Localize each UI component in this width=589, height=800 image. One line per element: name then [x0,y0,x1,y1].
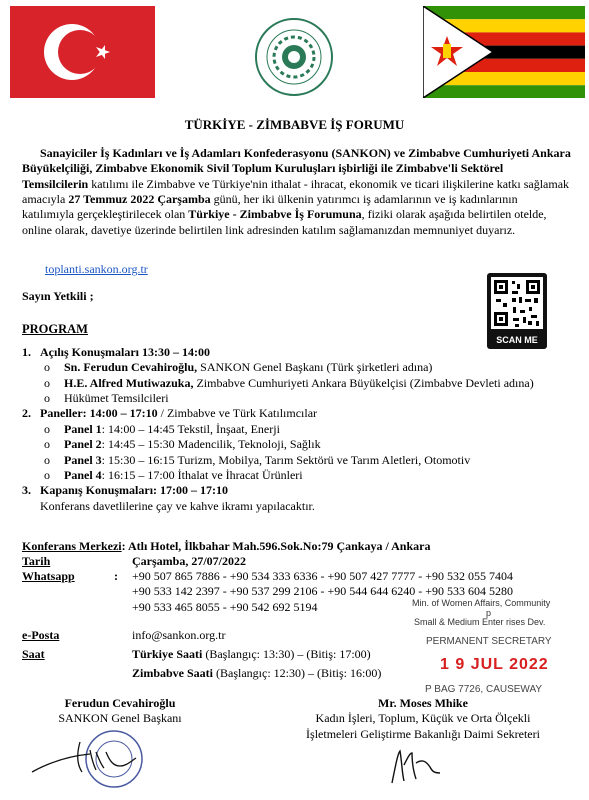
signature-right [283,696,563,742]
item-number: 2. [22,406,31,421]
list-item [22,422,572,437]
stamp-address: P BAG 7726, CAUSEWAY [425,684,543,695]
panel-name: Panel 1 [64,421,102,436]
stamp-line-2: p [486,608,492,618]
intro-forum-name: Türkiye - Zimbabve İş Forumuna [188,207,362,222]
program-title: PROGRAM [22,322,88,336]
date-value: Çarşamba, 27/07/2022 [132,554,246,568]
opening-speeches-title: Açılış Konuşmaları 13:30 – 14:00 [40,345,210,359]
panels-subtitle: / Zimbabve ve Türk Katılımcılar [157,406,318,421]
bullet: o [44,421,50,436]
program-list [22,345,572,514]
speaker-role: Hükümet Temsilcileri [64,391,169,406]
stamp-secretary: PERMANENT SECRETARY [426,636,552,647]
program-item [22,406,572,421]
intro-part1: Sanayiciler İş Kadınları ve İş Adamları Konfederasyonu (SANKON) ve Zimbabve Cumhuriyeti Ankara Büyükelçiliği, Zimbabve Ekonomik Sivil Toplum Kuruluşları işbirliği ile Zimbabve'li Sektörel Temsilcilerin [22,146,571,191]
list-item [22,360,572,375]
closing-speeches-title: Kapanış Konuşmaları: 17:00 – 17:10 [40,483,229,498]
turkey-flag [10,6,155,98]
signature-left [20,696,220,727]
date-label: Tarih [22,554,51,568]
time-label: Saat [22,647,45,661]
program-item [22,483,572,498]
right-signer-name: Mr. Moses Mhike [378,696,468,710]
bullet: o [44,452,50,467]
list-item [22,391,572,406]
panel-topics: : 14:00 – 14:45 Tekstil, İnşaat, Enerji [101,421,280,436]
panel-name: Panel 2 [64,437,102,452]
bullet: o [44,437,50,452]
panel-name: Panel 3 [64,452,102,467]
speaker-name: Sn. Ferudun Cevahiroğlu, [64,360,198,375]
whatsapp-numbers-3: +90 533 465 8055 - +90 542 692 5194 [132,599,318,614]
panel-topics: : 15:30 – 16:15 Turizm, Mobilya, Tarım Sektörü ve Tarım Aletleri, Otomotiv [101,452,471,467]
venue-row [22,539,582,554]
meeting-link[interactable]: toplanti.sankon.org.tr [45,262,148,276]
stamp-date: 1 9 JUL 2022 [440,656,549,673]
intro-part6: , fiziki olarak aşağıda belirtilen otelde, online olarak, davetiye üzerinde belirtilen link adresinden katılım sağlamanızdan memnuniyet duyarız. [22,207,547,237]
whatsapp-numbers-2: +90 533 142 2397 - +90 537 299 2106 - +90 544 644 6240 - +90 533 604 5280 [132,584,514,599]
panel-topics: : 16:15 – 17:00 İthalat ve İhracat Ürünleri [101,467,303,482]
bullet: o [44,375,50,390]
left-signer-name: Ferudun Cevahiroğlu [64,696,176,710]
list-item [22,437,572,452]
whatsapp-numbers-1: +90 507 865 7886 - +90 534 333 6336 - +90 507 427 7777 - +90 532 055 7404 [132,569,514,583]
turkey-time-value: (Başlangıç: 13:30) – (Bitiş: 17:00) [202,647,371,661]
zimbabwe-flag [423,6,585,98]
speaker-role: SANKON Genel Başkanı (Türk şirketleri adına) [197,360,433,375]
bullet: o [44,360,50,375]
list-item [22,468,572,483]
left-signer-title: SANKON Genel Başkanı [58,711,182,726]
scan-me-label: SCAN ME [496,335,538,345]
venue-label: Konferans Merkezi [22,539,122,553]
left-handwritten-signature [30,732,140,786]
intro-date: 27 Temmuz 2022 Çarşamba [68,192,211,207]
qr-code[interactable] [487,273,547,349]
greeting: Sayın Yetkili ; [22,289,94,303]
right-handwritten-signature [386,743,446,792]
intro-part2: katılımı ile Zimbabve ve Türkiye'nin ithalat - ihracat, ekonomik ve ticari ilişkilerine katkı sağlamak amacıyla [22,176,570,207]
speaker-name: H.E. Alfred Mutiwazuka, [64,375,194,390]
email-value[interactable]: info@sankon.org.tr [132,628,226,642]
right-signer-title-2: İşletmeleri Geliştirme Bakanlığı Daimi Sekreteri [306,726,540,741]
colon: : [114,569,118,583]
stamp-line-1: Min. of Women Affairs, Community [412,598,551,608]
list-item [22,376,572,391]
bullet: o [44,467,50,482]
email-label: e-Posta [22,628,60,642]
panels-title: Paneller: 14:00 – 17:10 [40,406,158,421]
bullet: o [44,391,50,406]
list-item [22,453,572,468]
zimbabwe-time-value: (Başlangıç: 12:30) – (Bitiş: 16:00) [213,666,382,680]
stamp-line-3: Small & Medium Enter rises Dev. [414,617,546,627]
right-signer-title-1: Kadın İşleri, Toplum, Küçük ve Orta Ölçekli [315,711,531,726]
panel-topics: : 14:45 – 15:30 Madencilik, Teknoloji, Sağlık [101,437,321,452]
item-number: 3. [22,483,31,498]
panel-name: Panel 4 [64,467,102,482]
speaker-role: Zimbabve Cumhuriyeti Ankara Büyükelçisi (Zimbabve Devleti adına) [193,375,534,390]
zimbabwe-time-label: Zimbabve Saati [132,666,214,680]
refreshment-note: Konferans davetlilerine çay ve kahve ikramı yapılacaktır. [40,498,315,513]
program-item [22,345,572,360]
date-row [22,554,582,569]
intro-part4: günü, her iki ülkenin yatırımcı iş adamlarının ve iş kadınlarının katılımıyla gerçekleştirilecek olan [22,192,518,222]
turkey-time-label: Türkiye Saati [132,647,203,661]
item-number: 1. [22,345,31,359]
intro-paragraph [22,146,572,238]
page-title: TÜRKİYE - ZİMBABVE İŞ FORUMU [184,117,405,132]
venue-value: : Atlı Hotel, İlkbahar Mah.596.Sok.No:79 Çankaya / Ankara [121,539,431,553]
whatsapp-label: Whatsapp [22,569,75,583]
sankon-logo [254,17,334,97]
